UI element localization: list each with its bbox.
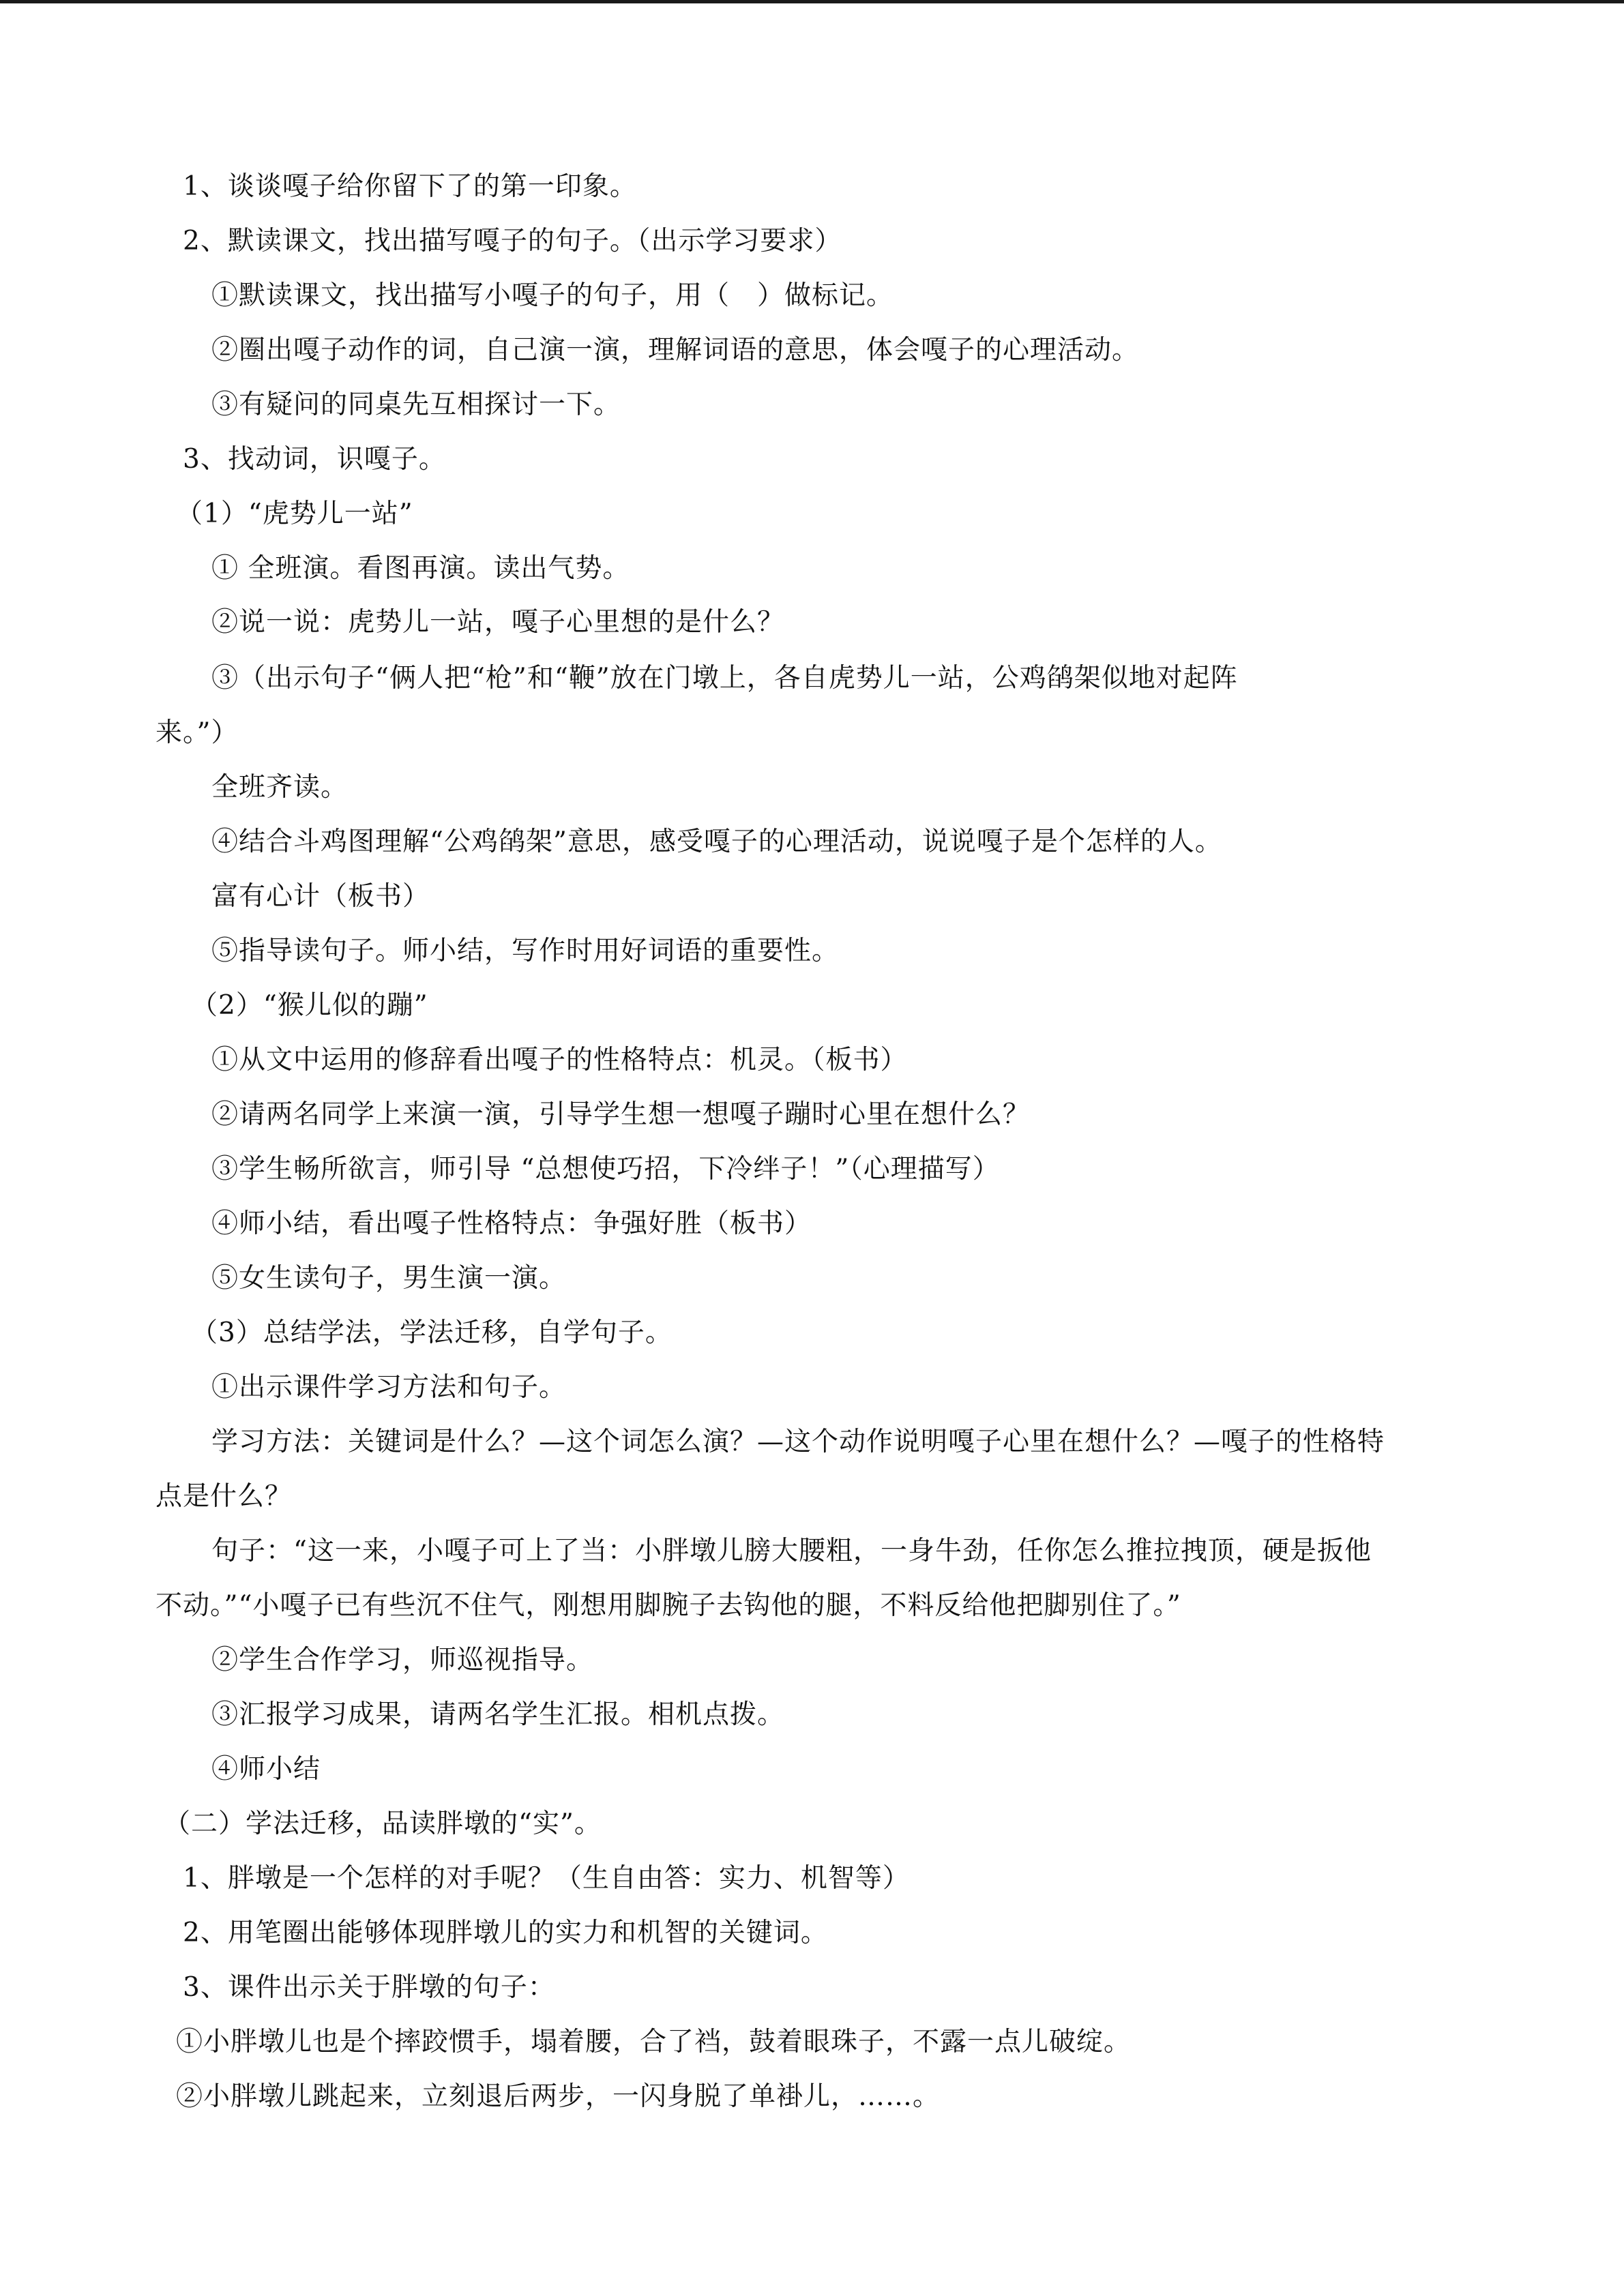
text-line: ③（出示句子“俩人把“枪”和“鞭”放在门墩上，各自虎势儿一站，公鸡鹐架似地对起阵 bbox=[211, 663, 1238, 694]
text-line: ③学生畅所欲言，师引导 “总想使巧招，下冷绊子！”（心理描写） bbox=[211, 1154, 1000, 1184]
text-line: ③汇报学习成果，请两名学生汇报。相机点拨。 bbox=[211, 1699, 785, 1730]
text-line: ①小胖墩儿也是个摔跤惯手，塌着腰，合了裆，鼓着眼珠子，不露一点儿破绽。 bbox=[176, 2027, 1132, 2057]
text-line: ②学生合作学习，师巡视指导。 bbox=[211, 1645, 594, 1675]
text-line: 2、用笔圈出能够体现胖墩儿的实力和机智的关键词。 bbox=[183, 1918, 828, 1948]
text-line: ④师小结，看出嘎子性格特点：争强好胜（板书） bbox=[211, 1208, 812, 1239]
text-line: （二）学法迁移，品读胖墩的“实”。 bbox=[164, 1808, 602, 1839]
text-line: ①从文中运用的修辞看出嘎子的性格特点：机灵。（板书） bbox=[211, 1045, 908, 1075]
text-line: （3）总结学法，学法迁移，自学句子。 bbox=[191, 1317, 673, 1348]
text-line: ②圈出嘎子动作的词，自己演一演，理解词语的意思，体会嘎子的心理活动。 bbox=[211, 335, 1140, 366]
text-line: ①默读课文，找出描写小嘎子的句子，用（ ）做标记。 bbox=[211, 280, 894, 311]
text-line: 全班齐读。 bbox=[211, 772, 349, 803]
text-line: 3、找动词，识嘎子。 bbox=[183, 444, 446, 475]
text-line: ②请两名同学上来演一演，引导学生想一想嘎子蹦时心里在想什么？ bbox=[211, 1099, 1031, 1130]
text-line: （2）“猴儿似的蹦” bbox=[191, 990, 428, 1021]
text-line: 学习方法：关键词是什么？—这个词怎么演？—这个动作说明嘎子心里在想什么？—嘎子的性格特 bbox=[211, 1427, 1385, 1457]
text-line: ④师小结 bbox=[211, 1754, 321, 1785]
text-line: 富有心计（板书） bbox=[211, 881, 430, 912]
text-line: ① 全班演。看图再演。读出气势。 bbox=[211, 553, 630, 584]
text-line: 来。”） bbox=[156, 717, 239, 748]
text-line: ②小胖墩儿跳起来，立刻退后两步，一闪身脱了单褂儿，……。 bbox=[176, 2081, 941, 2112]
text-line: 句子：“这一来，小嘎子可上了当：小胖墩儿膀大腰粗，一身牛劲，任你怎么推拉拽顶，硬是扳他 bbox=[211, 1536, 1372, 1566]
text-line: 点是什么？ bbox=[156, 1481, 293, 1512]
text-line: ③有疑问的同桌先互相探讨一下。 bbox=[211, 389, 621, 420]
text-line: ④结合斗鸡图理解“公鸡鹐架”意思，感受嘎子的心理活动，说说嘎子是个怎样的人。 bbox=[211, 826, 1222, 857]
text-line: 不动。”“小嘎子已有些沉不住气，刚想用脚腕子去钩他的腿，不料反给他把脚别住了。” bbox=[156, 1590, 1181, 1621]
text-line: ⑤指导读句子。师小结，写作时用好词语的重要性。 bbox=[211, 936, 840, 966]
text-line: ①出示课件学习方法和句子。 bbox=[211, 1372, 567, 1403]
text-line: 2、默读课文，找出描写嘎子的句子。（出示学习要求） bbox=[183, 226, 842, 256]
text-line: 3、课件出示关于胖墩的句子： bbox=[183, 1972, 555, 2003]
text-line: 1、谈谈嘎子给你留下了的第一印象。 bbox=[183, 171, 637, 202]
text-line: 1、胖墩是一个怎样的对手呢？（生自由答：实力、机智等） bbox=[183, 1863, 910, 1894]
text-line: （1）“虎势儿一站” bbox=[176, 498, 413, 529]
text-line: ②说一说：虎势儿一站，嘎子心里想的是什么？ bbox=[211, 607, 785, 638]
text-line: ⑤女生读句子，男生演一演。 bbox=[211, 1263, 567, 1294]
